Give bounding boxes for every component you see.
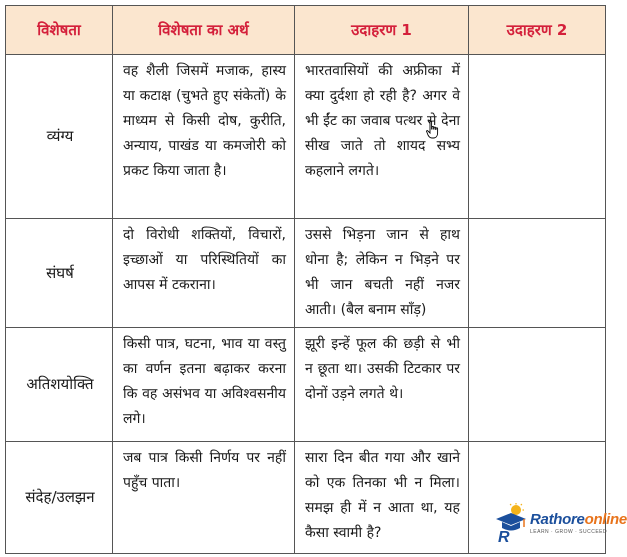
svg-text:R: R [498,529,510,546]
example1-cell: उससे भिड़ना जान से हाथ धोना है; लेकिन न भिड़ने पर भी जान बचती नहीं नजर आती। (बैल बनाम साँड़) [295,219,469,328]
example2-cell [469,219,606,328]
characteristics-table [5,5,606,554]
logo-name-part1: Rathore [530,510,585,528]
meaning-cell: किसी पात्र, घटना, भाव या वस्तु का वर्णन इतना बढ़ाकर करना कि वह असंभव या अविश्वसनीय लगे। [113,328,295,442]
example1-cell: भारतवासियों की अफ्रीका में क्या दुर्दशा हो रही है? अगर वे भी ईंट का जवाब पत्थर से देना सीख जाते तो शायद सभ्य कहलाने लगते। [295,55,469,219]
logo-tagline: LEARN · GROW · SUCCEED [530,528,608,535]
header-meaning: विशेषता का अर्थ [113,6,295,55]
graduation-cap-icon [494,503,528,546]
header-characteristic: विशेषता [6,6,113,55]
rathoreonline-logo [494,501,627,546]
table-row [6,328,606,442]
header-example-1: उदाहरण 1 [295,6,469,55]
characteristics-table-container [5,5,605,554]
example1-cell: झूरी इन्हें फूल की छड़ी से भी न छूता था। उसकी टिटकार पर दोनों उड़ने लगते थे। [295,328,469,442]
example2-cell [469,328,606,442]
header-example-2: उदाहरण 2 [469,6,606,55]
term-cell: अतिशयोक्ति [6,328,113,442]
table-row [6,219,606,328]
term-cell: संदेह/उलझन [6,442,113,554]
example2-cell [469,55,606,219]
table-row [6,55,606,219]
term-cell: संघर्ष [6,219,113,328]
header-row [6,6,606,55]
meaning-cell: वह शैली जिसमें मजाक, हास्य या कटाक्ष (चुभते हुए संकेतों) के माध्यम से किसी दोष, कुरीति, अन्याय, पाखंड या कमजोरी को प्रकट किया जाता है। [113,55,295,219]
meaning-cell: दो विरोधी शक्तियों, विचारों, इच्छाओं या परिस्थितियों का आपस में टकराना। [113,219,295,328]
hand-cursor-icon [426,121,440,139]
term-cell: व्यंग्य [6,55,113,219]
example1-cell: सारा दिन बीत गया और खाने को एक तिनका भी न मिला। समझ ही में न आता था, यह कैसा स्वामी है? [295,442,469,554]
meaning-cell: जब पात्र किसी निर्णय पर नहीं पहुँच पाता। [113,442,295,554]
logo-wordmark [530,512,627,528]
logo-name-part2: online [584,510,627,528]
